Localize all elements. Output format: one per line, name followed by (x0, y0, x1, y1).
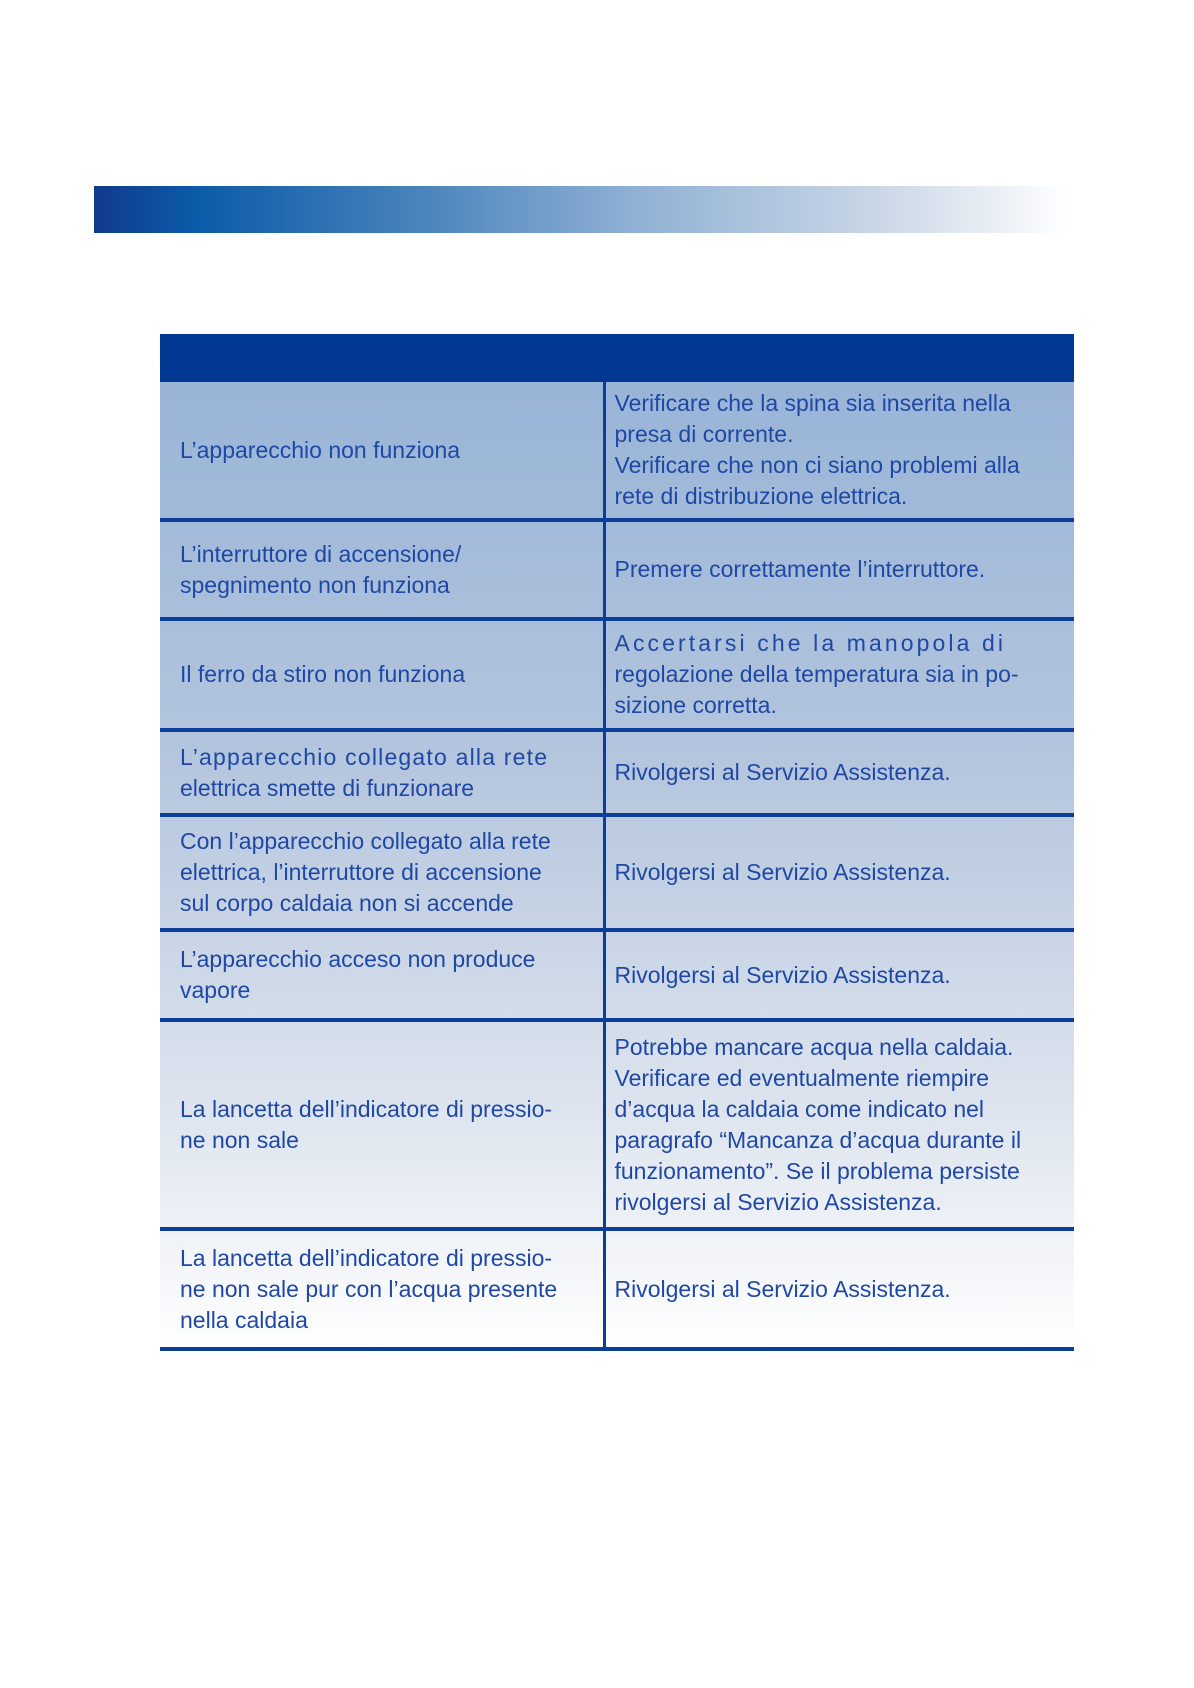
problem-text: L’apparecchio non funziona (180, 436, 461, 463)
problem-text: sul corpo caldaia non si accende (180, 890, 514, 916)
table-row (160, 619, 1074, 730)
problem-cell (160, 1020, 604, 1229)
solution-cell (604, 815, 1074, 930)
solution-text: Verificare che non ci siano problemi alla (614, 452, 1020, 478)
troubleshooting-table-container (160, 334, 1074, 1351)
header-band (94, 186, 1070, 233)
solution-text: presa di corrente. (614, 421, 794, 447)
problem-cell (160, 520, 604, 619)
problem-text: elettrica, l’interruttore di accensione (180, 859, 542, 885)
solution-text: rivolgersi al Servizio Assistenza. (614, 1188, 942, 1215)
problem-cell (160, 815, 604, 930)
problem-text: spegnimento non funziona (180, 571, 450, 598)
solution-text: Rivolgersi al Servizio Assistenza. (614, 1275, 951, 1302)
problem-cell (160, 382, 604, 520)
problem-text: elettrica smette di funzionare (180, 774, 475, 801)
table-row (160, 815, 1074, 930)
solution-text: d’acqua la caldaia come indicato nel (614, 1095, 985, 1122)
solution-text: Rivolgersi al Servizio Assistenza. (614, 859, 951, 885)
troubleshooting-table (160, 334, 1074, 1351)
problem-text: Il ferro da stiro non funziona (180, 661, 466, 687)
table-row (160, 1229, 1074, 1349)
solution-cell (604, 1229, 1074, 1349)
problem-text: L’interruttore di accensione/ (180, 540, 462, 567)
problem-text: ne non sale pur con l’acqua presente (180, 1275, 558, 1302)
solution-text: Rivolgersi al Servizio Assistenza. (614, 759, 951, 785)
solution-text: Verificare ed eventualmente riempire (614, 1064, 990, 1091)
solution-text: sizione corretta. (614, 692, 777, 718)
problem-text: La lancetta dell’indicatore di pressio- (180, 1095, 553, 1122)
solution-text: Premere correttamente l’interruttore. (614, 556, 986, 582)
solution-cell (604, 930, 1074, 1020)
table-row (160, 1020, 1074, 1229)
solution-text: Potrebbe mancare acqua nella caldaia. (614, 1033, 1014, 1060)
solution-cell (604, 520, 1074, 619)
solution-text: regolazione della temperatura sia in po- (614, 661, 1019, 687)
table-row (160, 930, 1074, 1020)
problem-cell (160, 619, 604, 730)
problem-text: nella caldaia (180, 1306, 308, 1333)
solution-cell (604, 619, 1074, 730)
table-header-bar (160, 334, 1074, 382)
solution-text: Verificare che la spina sia inserita nella (614, 390, 1011, 416)
problem-text: L’apparecchio acceso non produce (180, 946, 536, 972)
solution-text: paragrafo “Mancanza d’acqua durante il (614, 1126, 1022, 1153)
solution-text: funzionamento”. Se il problema persiste (614, 1157, 1020, 1184)
table-row (160, 730, 1074, 815)
solution-cell (604, 1020, 1074, 1229)
solution-text: Rivolgersi al Servizio Assistenza. (614, 961, 951, 988)
table-row (160, 520, 1074, 619)
table-row (160, 382, 1074, 520)
solution-text: rete di distribuzione elettrica. (614, 483, 908, 509)
problem-text: Con l’apparecchio collegato alla rete (180, 828, 551, 854)
problem-cell (160, 930, 604, 1020)
problem-cell (160, 730, 604, 815)
problem-text: vapore (180, 977, 251, 1003)
problem-text: L’apparecchio collegato alla rete (180, 743, 549, 770)
solution-cell (604, 382, 1074, 520)
problem-cell (160, 1229, 604, 1349)
problem-text: La lancetta dell’indicatore di pressio- (180, 1244, 553, 1271)
solution-cell (604, 730, 1074, 815)
solution-text: Accertarsi che la manopola di (614, 630, 1007, 656)
problem-text: ne non sale (180, 1126, 299, 1153)
table-header-row (160, 334, 1074, 382)
